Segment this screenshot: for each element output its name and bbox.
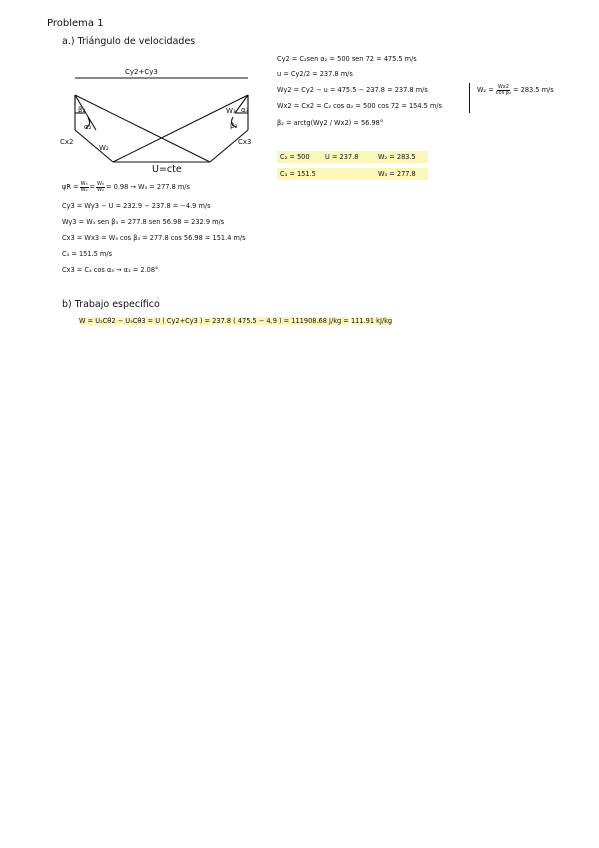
w3-line xyxy=(210,130,248,162)
c3-line xyxy=(113,95,248,162)
w2-lhs: W₂ = xyxy=(477,86,494,95)
cy3-equation: Cy3 = Wy3 − U = 232.9 − 237.8 = −4.9 m/s xyxy=(62,202,211,210)
summary-u: U = 237.8 xyxy=(325,153,359,161)
cx2-label: Cx2 xyxy=(60,138,74,146)
psi-lhs: ψR = xyxy=(62,183,79,192)
psi-fraction-2 xyxy=(96,182,105,194)
wy2-equation: Wy2 = Cy2 − u = 475.5 − 237.8 = 237.8 m/s xyxy=(277,86,428,94)
cx3-label: Cx3 xyxy=(238,138,252,146)
cy2-cy3-label: Cy2+Cy3 xyxy=(125,68,158,76)
summary-w3: W₃ = 277.8 xyxy=(378,170,416,178)
problem-heading: Problema 1 xyxy=(47,18,104,29)
u-equation: u = Cy2/2 = 237.8 m/s xyxy=(277,70,353,78)
w2-frac-num: Wx2 xyxy=(497,84,509,90)
w2-frac-den: cos β₂ xyxy=(495,90,511,97)
psi-frac1-den: W₂ xyxy=(80,187,88,194)
psi-equation: ψR = $\frac{\text{W₃}}{\text{W₂}}$ = $\frac{\text{W₃}}{\text{W₂}}$ = 0.98 → W₃ = 277.8 m/s xyxy=(62,181,190,194)
beta2-label: β₂ xyxy=(78,106,86,114)
summary-w2: W₂ = 283.5 xyxy=(378,153,416,161)
bracket xyxy=(469,83,474,113)
part-a-title: a.) Triángulo de velocidades xyxy=(62,36,196,47)
cx3-equation: Cx3 = Wx3 = W₃ cos β₃ = 277.8 cos 56.98 = 151.4 m/s xyxy=(62,234,246,242)
psi-frac1-num: W₃ xyxy=(80,181,88,187)
alpha3-label: α₃ xyxy=(241,106,249,114)
wx2-equation: Wx2 = Cx2 = C₂ cos α₂ = 500 cos 72 = 154.5 m/s xyxy=(277,102,443,110)
w2-label: W₂ xyxy=(99,144,109,152)
psi-fraction-1 xyxy=(80,182,89,194)
summary-c3: C₃ = 151.5 xyxy=(280,170,316,178)
cy2-equation: Cy2 = C₂sen α₂ = 500 sen 72 = 475.5 m/s xyxy=(277,55,417,63)
beta2-equation: β₂ = arctg(Wy2 / Wx2) = 56.98° xyxy=(277,119,384,127)
alpha3-equation: Cx3 = C₃ cos α₃ → α₃ = 2.08° xyxy=(62,266,159,274)
wy3-equation: Wy3 = W₃ sen β₃ = 277.8 sen 56.98 = 232.9 m/s xyxy=(62,218,225,226)
w2-result xyxy=(477,85,554,97)
c3-equation: C₃ = 151.5 m/s xyxy=(62,250,113,258)
w2-fraction xyxy=(495,85,512,97)
summary-c2: C₂ = 500 xyxy=(280,153,310,161)
w3-label: W₃ xyxy=(226,107,236,115)
alpha2-label: α₂ xyxy=(84,123,92,131)
beta3-label: β₃ xyxy=(230,122,238,130)
part-b-title: b) Trabajo específico xyxy=(62,299,160,310)
work-equation-text: W = U₂Cθ2 − U₃Cθ3 = U ( Cy2+Cy3 ) = 237.8 ( 475.5 − 4.9 ) = 111908.68 J/kg = xyxy=(79,317,349,325)
psi-frac2-den: W₂ xyxy=(97,187,104,194)
work-result: 111.91 kJ/kg xyxy=(350,317,393,325)
psi-frac2-num: W₃ xyxy=(97,181,104,187)
w2-rhs: = 283.5 m/s xyxy=(513,86,554,95)
psi-rhs: = 0.98 → W₃ = 277.8 m/s xyxy=(106,183,190,192)
u-cte-label: U=cte xyxy=(152,164,182,175)
work-equation xyxy=(79,318,392,325)
